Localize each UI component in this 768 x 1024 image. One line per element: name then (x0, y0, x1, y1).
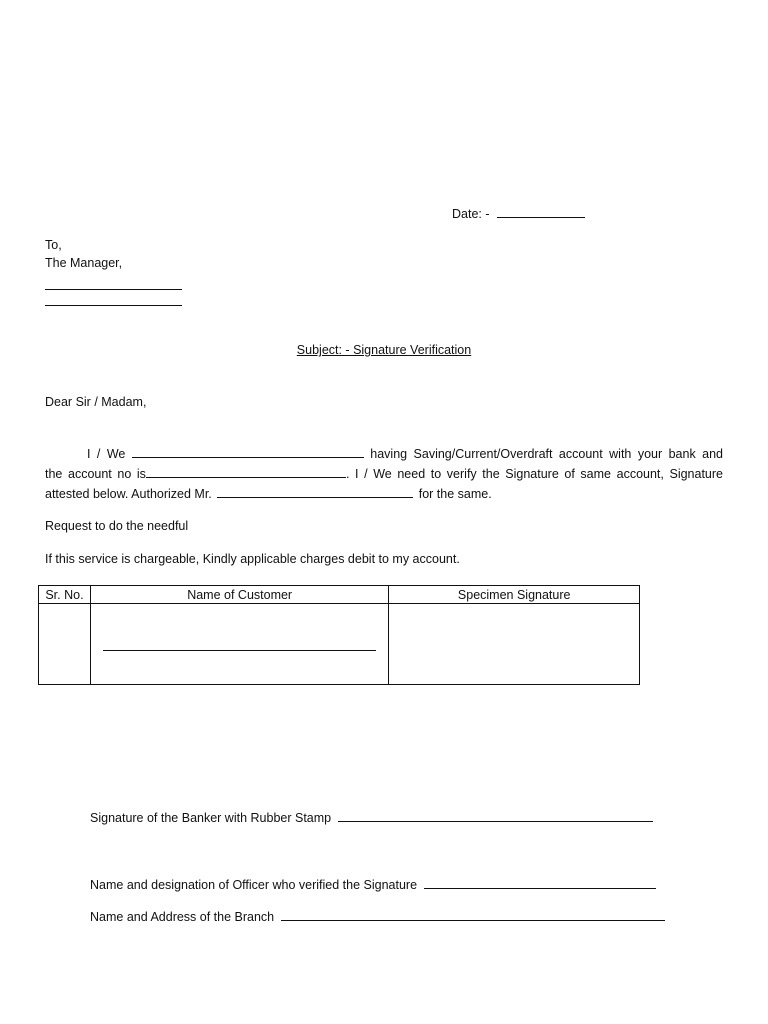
cell-specimen-signature[interactable] (389, 604, 640, 685)
body-line-2 (45, 464, 723, 484)
customer-name-blank[interactable] (103, 650, 376, 651)
subject-line: Subject: - Signature Verification (296, 343, 472, 357)
signature-table (38, 585, 640, 685)
address-line-1-blank[interactable] (45, 276, 182, 290)
charges-note: If this service is chargeable, Kindly applicable charges debit to my account. (45, 552, 460, 566)
officer-name-label: Name and designation of Officer who verified the Signature (90, 878, 418, 892)
body-paragraph (45, 444, 723, 504)
banker-signature-label: Signature of the Banker with Rubber Stamp (90, 811, 332, 825)
body-line-1 (45, 444, 723, 464)
body-line-3 (45, 484, 723, 504)
branch-address-label: Name and Address of the Branch (90, 910, 275, 924)
officer-name-field (90, 875, 656, 892)
branch-address-field (90, 907, 665, 924)
date-blank[interactable] (497, 204, 585, 218)
body-line2-a: the account no is (45, 467, 146, 481)
header-customer-name: Name of Customer (90, 586, 388, 604)
date-label: Date: - (452, 207, 490, 221)
body-line1-b: having Saving/Current/Overdraft account with your bank and (370, 447, 723, 461)
header-specimen-signature: Specimen Signature (389, 586, 640, 604)
date-field (452, 204, 585, 221)
address-to: To, (45, 238, 62, 252)
table-header-row (39, 586, 640, 604)
account-number-blank[interactable] (146, 464, 346, 478)
salutation: Dear Sir / Madam, (45, 395, 147, 409)
address-recipient: The Manager, (45, 256, 123, 270)
banker-signature-field (90, 808, 653, 825)
officer-name-blank[interactable] (424, 875, 656, 889)
authorized-person-blank[interactable] (217, 484, 413, 498)
banker-signature-blank[interactable] (338, 808, 653, 822)
address-line-2-blank[interactable] (45, 292, 182, 306)
body-line3-a: attested below. Authorized Mr. (45, 487, 212, 501)
request-text: Request to do the needful (45, 519, 189, 533)
table-row (39, 604, 640, 685)
account-holder-blank[interactable] (132, 444, 364, 458)
body-line3-b: for the same. (418, 487, 492, 501)
cell-customer-name[interactable] (90, 604, 388, 685)
body-line2-b: . I / We need to verify the Signature of same account, Signature (345, 467, 723, 481)
cell-sr-no[interactable] (39, 604, 91, 685)
body-line1-a: I / We (87, 447, 126, 461)
header-sr-no: Sr. No. (39, 586, 91, 604)
branch-address-blank[interactable] (281, 907, 665, 921)
